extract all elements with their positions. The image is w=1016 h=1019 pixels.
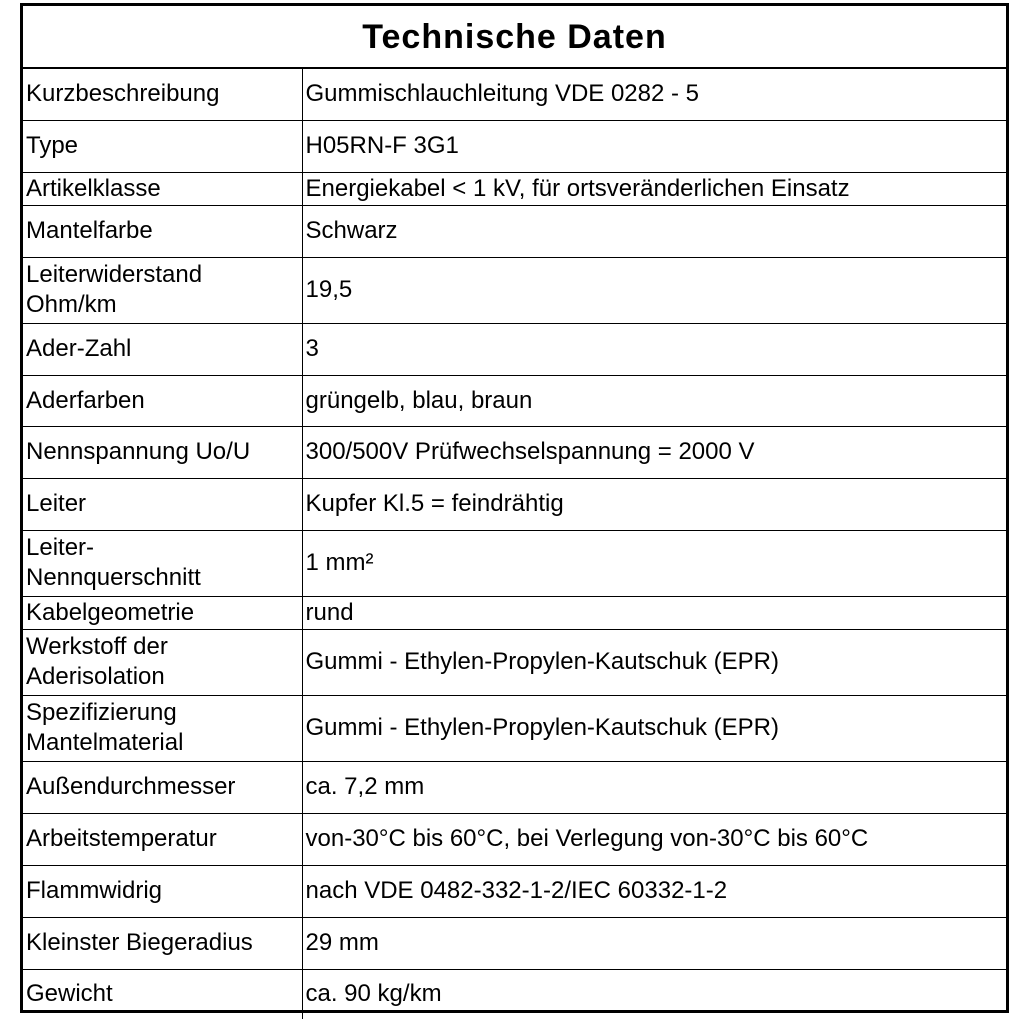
table-row [23,172,1006,205]
row-label: Nennspannung Uo/U [23,426,302,478]
row-label: Kabelgeometrie [23,596,302,629]
row-label-line1: Leiter- [26,534,95,561]
row-label: Außendurchmesser [23,761,302,813]
row-label: Flammwidrig [23,865,302,917]
row-value: von-30°C bis 60°C, bei Verlegung von-30°C bis 60°C [302,813,1006,865]
row-label: Mantelfarbe [23,205,302,257]
table-row [23,629,1006,695]
row-label: Gewicht [23,969,302,1019]
row-label: Arbeitstemperatur [23,813,302,865]
table-title: Technische Daten [23,6,1006,68]
table-row [23,865,1006,917]
table-row [23,478,1006,530]
table-row [23,120,1006,172]
row-value: rund [302,596,1006,629]
table-row [23,969,1006,1019]
table-row [23,917,1006,969]
row-label: Artikelklasse [23,172,302,205]
row-value: ca. 7,2 mm [302,761,1006,813]
row-label-line1: Leiterwiderstand [26,261,203,288]
row-value: Gummi - Ethylen-Propylen-Kautschuk (EPR) [302,695,1006,761]
row-label: Aderfarben [23,375,302,426]
row-value: Energiekabel < 1 kV, für ortsveränderlichen Einsatz [302,172,1006,205]
row-value: Schwarz [302,205,1006,257]
row-label-line2: Mantelmaterial [26,729,184,756]
row-value: 29 mm [302,917,1006,969]
row-label-line2: Nennquerschnitt [26,564,201,591]
table-row [23,205,1006,257]
table-row [23,68,1006,120]
row-value: Gummischlauchleitung VDE 0282 - 5 [302,68,1006,120]
row-label [23,530,302,596]
table-row [23,761,1006,813]
table-row [23,323,1006,375]
row-value: nach VDE 0482-332-1-2/IEC 60332-1-2 [302,865,1006,917]
row-label-line2: Aderisolation [26,663,165,690]
table-row [23,375,1006,426]
row-label: Leiter [23,478,302,530]
row-value: 3 [302,323,1006,375]
table-row [23,426,1006,478]
row-value: 19,5 [302,257,1006,323]
row-label [23,257,302,323]
row-label: Kurzbeschreibung [23,68,302,120]
row-label: Ader-Zahl [23,323,302,375]
row-value: grüngelb, blau, braun [302,375,1006,426]
title-row [23,6,1006,68]
row-label: Type [23,120,302,172]
row-value: H05RN-F 3G1 [302,120,1006,172]
row-value: ca. 90 kg/km [302,969,1006,1019]
technical-data-table [23,6,1006,1019]
row-label [23,695,302,761]
row-value: 1 mm² [302,530,1006,596]
row-label-line1: Werkstoff der [26,633,168,660]
table-row [23,695,1006,761]
row-label-line2: Ohm/km [26,291,117,318]
technical-data-sheet [20,3,1009,1013]
row-value: 300/500V Prüfwechselspannung = 2000 V [302,426,1006,478]
table-row [23,257,1006,323]
row-label-line1: Spezifizierung [26,699,177,726]
row-value: Kupfer Kl.5 = feindrähtig [302,478,1006,530]
row-label [23,629,302,695]
table-row [23,596,1006,629]
table-row [23,813,1006,865]
row-label: Kleinster Biegeradius [23,917,302,969]
table-row [23,530,1006,596]
row-value: Gummi - Ethylen-Propylen-Kautschuk (EPR) [302,629,1006,695]
